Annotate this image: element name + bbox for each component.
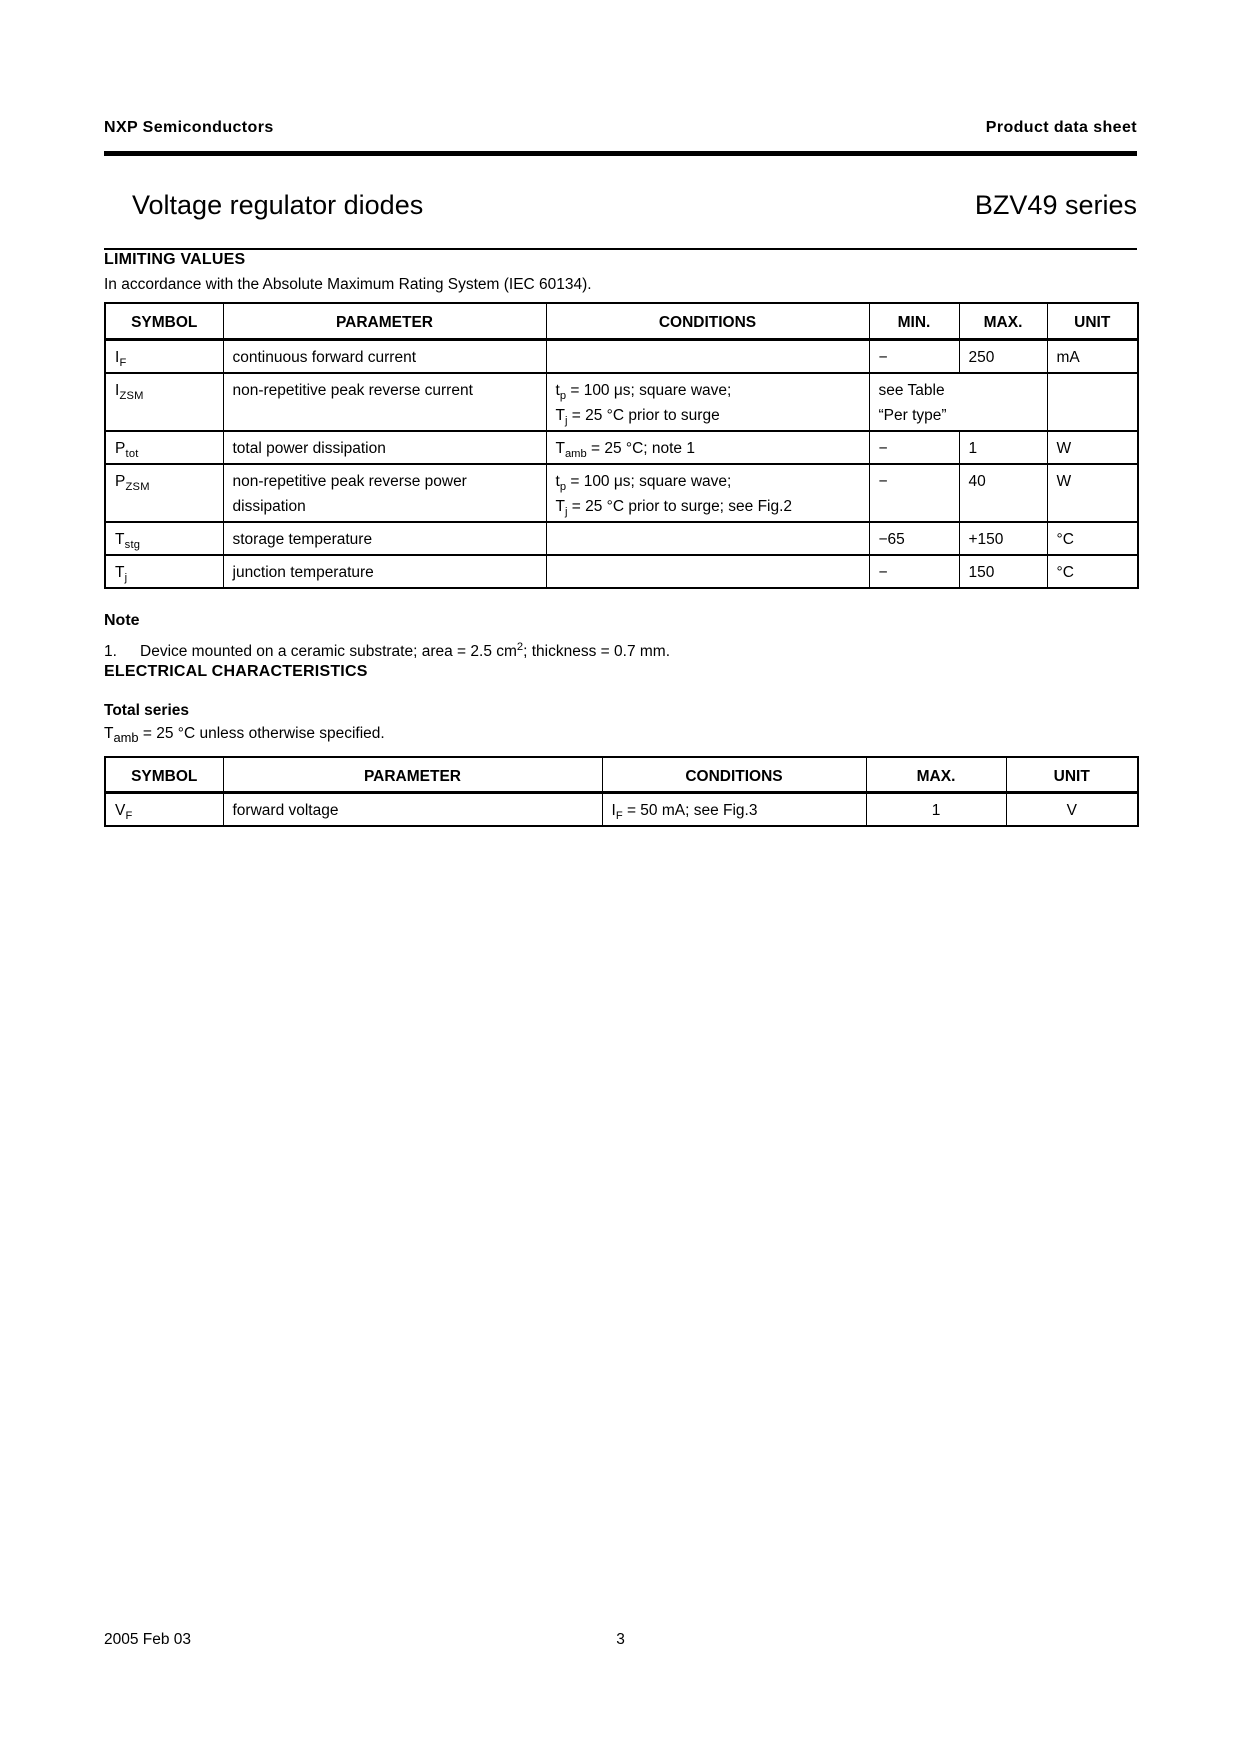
limiting-values-heading: LIMITING VALUES xyxy=(104,251,246,268)
min-cell: − xyxy=(869,339,959,373)
conditions-cell xyxy=(546,522,869,555)
total-series-subheading: Total series xyxy=(104,701,190,719)
limiting-values-table xyxy=(104,302,1139,589)
symbol-cell: $P_{ZSM}$ xyxy=(105,464,223,522)
parameter-cell: storage temperature xyxy=(223,522,546,555)
max-cell: 250 xyxy=(959,339,1047,373)
min-cell: − xyxy=(869,464,959,522)
symbol-cell: $V_F$ xyxy=(105,793,223,827)
symbol-cell: $T_{stg}$ xyxy=(105,522,223,555)
max-cell: 1 xyxy=(959,431,1047,464)
table-row xyxy=(105,339,1138,373)
max-cell: 40 xyxy=(959,464,1047,522)
table-row xyxy=(105,522,1138,555)
symbol-cell: $T_j$ xyxy=(105,555,223,588)
max-cell: +150 xyxy=(959,522,1047,555)
max-cell: 150 xyxy=(959,555,1047,588)
min-cell: − xyxy=(869,431,959,464)
parameter-cell: continuous forward current xyxy=(223,339,546,373)
parameter-cell: non-repetitive peak reverse power dissipation xyxy=(223,464,546,522)
limiting-values-intro: In accordance with the Absolute Maximum Rating System (IEC 60134). xyxy=(104,276,592,293)
conditions-cell: $t_p = 100$ μs; square wave; $T_j = 25$ °C prior to surge; see Fig.2 xyxy=(546,464,869,522)
col-symbol: SYMBOL xyxy=(105,303,223,339)
col-unit: UNIT xyxy=(1006,757,1138,793)
note-text: Device mounted on a ceramic substrate; area = 2.5 $cm^2$; thickness = 0.7 mm. xyxy=(140,640,671,660)
unit-cell: °C xyxy=(1047,522,1138,555)
conditions-cell xyxy=(546,555,869,588)
table-row xyxy=(105,555,1138,588)
col-max: MAX. xyxy=(866,757,1006,793)
header-rule xyxy=(104,151,1137,156)
col-conditions: CONDITIONS xyxy=(546,303,869,339)
running-header xyxy=(104,119,1137,137)
table-header-row xyxy=(105,303,1138,339)
electrical-characteristics-table xyxy=(104,756,1139,828)
vendor-name: NXP Semiconductors xyxy=(104,119,274,136)
product-title: Voltage regulator diodes xyxy=(132,190,424,220)
title-row xyxy=(104,189,1137,221)
col-parameter: PARAMETER xyxy=(223,757,602,793)
unit-cell: W xyxy=(1047,464,1138,522)
parameter-cell: forward voltage xyxy=(223,793,602,827)
table-row xyxy=(105,431,1138,464)
unit-cell xyxy=(1047,373,1138,431)
unit-cell: V xyxy=(1006,793,1138,827)
footer-date: 2005 Feb 03 xyxy=(104,1631,192,1648)
parameter-cell: total power dissipation xyxy=(223,431,546,464)
col-max: MAX. xyxy=(959,303,1047,339)
page-footer xyxy=(104,1630,1137,1649)
unit-cell: W xyxy=(1047,431,1138,464)
min-cell: −65 xyxy=(869,522,959,555)
parameter-cell: junction temperature xyxy=(223,555,546,588)
doc-type-label: Product data sheet xyxy=(985,119,1137,136)
col-unit: UNIT xyxy=(1047,303,1138,339)
electrical-characteristics-heading: ELECTRICAL CHARACTERISTICS xyxy=(104,662,368,680)
symbol-cell: $P_{tot}$ xyxy=(105,431,223,464)
symbol-cell: $I_{ZSM}$ xyxy=(105,373,223,431)
table-header-row xyxy=(105,757,1138,793)
conditions-cell: $I_F = 50$ mA; see Fig.3 xyxy=(602,793,866,827)
page-number: 3 xyxy=(616,1631,625,1648)
col-conditions: CONDITIONS xyxy=(602,757,866,793)
note-heading: Note xyxy=(104,611,140,629)
series-title: BZV49 series xyxy=(974,190,1137,220)
unit-cell: °C xyxy=(1047,555,1138,588)
note-item xyxy=(104,642,1137,662)
min-cell: − xyxy=(869,555,959,588)
symbol-cell: $I_F$ xyxy=(105,339,223,373)
min-max-span-cell: see Table “Per type” xyxy=(869,373,1047,431)
col-symbol: SYMBOL xyxy=(105,757,223,793)
conditions-cell: $t_p = 100$ μs; square wave; $T_j = 25$ °C prior to surge xyxy=(546,373,869,431)
table-row xyxy=(105,793,1138,827)
table-row xyxy=(105,464,1138,522)
max-cell: 1 xyxy=(866,793,1006,827)
col-parameter: PARAMETER xyxy=(223,303,546,339)
col-min: MIN. xyxy=(869,303,959,339)
parameter-cell: non-repetitive peak reverse current xyxy=(223,373,546,431)
test-condition: $T_{amb} = 25$ °C unless otherwise specified. xyxy=(104,724,385,745)
conditions-cell xyxy=(546,339,869,373)
unit-cell: mA xyxy=(1047,339,1138,373)
conditions-cell: $T_{amb} = 25$ °C; note 1 xyxy=(546,431,869,464)
table-row xyxy=(105,373,1138,431)
content-block xyxy=(104,119,1137,827)
note-number: 1. xyxy=(104,642,117,660)
